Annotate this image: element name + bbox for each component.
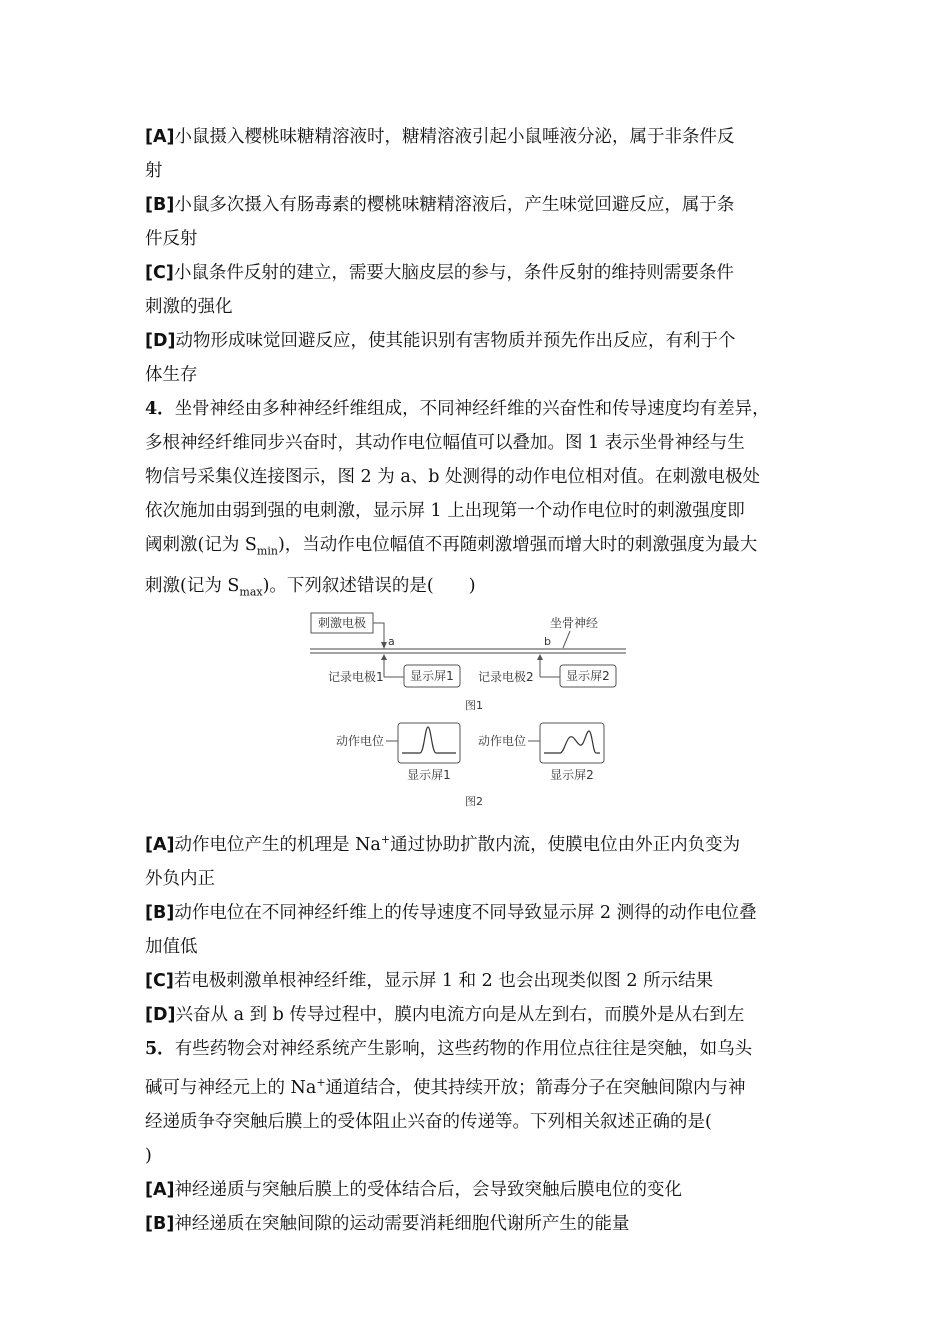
q5-stem-4: ): [145, 1145, 152, 1166]
q5-stem-2: 碱可与神经元上的 Na+通道结合，使其持续开放；箭毒分子在突触间隙内与神: [145, 1075, 746, 1098]
option-label: [A]: [145, 834, 175, 855]
q4-stem-3: 物信号采集仪连接图示，图 2 为 a、b 处测得的动作电位相对值。在刺激电极处: [145, 467, 761, 487]
q4-option-b-cont: 加值低: [145, 936, 198, 957]
question-number: 4．: [145, 399, 175, 419]
q4-stem-4: 依次施加由弱到强的电刺激，显示屏 1 上出现第一个动作电位时的刺激强度即: [145, 501, 745, 521]
point-b-label: b: [543, 635, 551, 648]
q4-stem-5: 阈刺激(记为 $S_{min}$)，当动作电位幅值不再随刺激增强而增大时的刺激强度为最大: [145, 535, 758, 558]
fig2-caption: 图2: [464, 795, 483, 808]
ap2-waveform: [544, 731, 600, 753]
rec2-label: 记录电极2: [477, 670, 534, 684]
question-number: 5．: [145, 1038, 175, 1059]
option-label: [D]: [145, 1004, 176, 1025]
q4-option-a-cont: 外负内正: [145, 868, 215, 889]
display2-label: 显示屏2: [549, 768, 594, 782]
nerve-label: 坐骨神经: [549, 616, 598, 630]
q4-option-d: [D]兴奋从 a 到 b 传导过程中，膜内电流方向是从左到右，而膜外是从右到左: [145, 1004, 745, 1025]
display2-box: [540, 723, 604, 763]
q4-stem-6: 刺激(记为 $S_{max}$)。下列叙述错误的是( ): [145, 575, 476, 598]
document-body: [145, 120, 810, 1241]
q4-option-a: [A]动作电位产生的机理是 Na+通过协助扩散内流，使膜电位由外正内负变为: [145, 833, 741, 855]
option-label: [B]: [145, 1213, 175, 1234]
stim-electrode-label: 刺激电极: [317, 616, 366, 630]
option-label: [B]: [145, 902, 175, 923]
rec1-label: 记录电极1: [327, 670, 384, 684]
stim-arrow: [381, 642, 387, 649]
q4-stem-1: 4．坐骨神经由多种神经纤维组成，不同神经纤维的兴奋性和传导速度均有差异，: [145, 399, 770, 419]
q5-option-b: [B]神经递质在突触间隙的运动需要消耗细胞代谢所产生的能量: [145, 1213, 630, 1234]
ap1-waveform: [402, 727, 456, 753]
option-label: [D]: [145, 331, 176, 351]
q3-option-d-cont: 体生存: [145, 365, 198, 385]
q3-option-c-cont: 刺激的强化: [145, 297, 233, 317]
rec2-arrow: [537, 654, 543, 660]
screen2-label: 显示屏2: [565, 669, 610, 683]
ap1-label: 动作电位: [335, 734, 384, 748]
q4-option-b: [B]动作电位在不同神经纤维上的传导速度不同导致显示屏 2 测得的动作电位叠: [145, 902, 757, 923]
nerve-pointer: [563, 631, 570, 648]
q3-option-a: [A]小鼠摄入樱桃味糖精溶液时，糖精溶液引起小鼠唾液分泌，属于非条件反: [145, 127, 735, 147]
q4-option-c: [C]若电极刺激单根神经纤维，显示屏 1 和 2 也会出现类似图 2 所示结果: [145, 970, 714, 991]
q3-option-c: [C]小鼠条件反射的建立，需要大脑皮层的参与，条件反射的维持则需要条件: [145, 263, 734, 283]
q5-option-a: [A]神经递质与突触后膜上的受体结合后，会导致突触后膜电位的变化: [145, 1179, 683, 1200]
q3-option-d: [D]动物形成味觉回避反应，使其能识别有害物质并预先作出反应，有利于个: [145, 331, 736, 351]
q3-option-a-cont: 射: [145, 161, 163, 181]
q5-stem-3: 经递质争夺突触后膜上的受体阻止兴奋的传递等。下列相关叙述正确的是(: [145, 1111, 712, 1132]
q3-option-b-cont: 件反射: [145, 229, 198, 249]
rec1-arrow: [381, 654, 387, 660]
nerve-figure: [308, 609, 648, 823]
option-label: [A]: [145, 1179, 175, 1200]
ap2-label: 动作电位: [477, 734, 526, 748]
screen1-label: 显示屏1: [409, 669, 454, 683]
option-label: [C]: [145, 970, 174, 991]
option-label: [C]: [145, 263, 174, 283]
q4-stem-2: 多根神经纤维同步兴奋时，其动作电位幅值可以叠加。图 1 表示坐骨神经与生: [145, 433, 745, 453]
point-a-label: a: [387, 635, 395, 648]
q3-option-b: [B]小鼠多次摄入有肠毒素的樱桃味糖精溶液后，产生味觉回避反应，属于条: [145, 195, 735, 215]
fig1-caption: 图1: [464, 699, 483, 712]
option-label: [B]: [145, 195, 175, 215]
option-label: [A]: [145, 127, 175, 147]
q5-stem-1: 5．有些药物会对神经系统产生影响，这些药物的作用位点往往是突触，如乌头: [145, 1038, 753, 1059]
display1-label: 显示屏1: [406, 768, 451, 782]
